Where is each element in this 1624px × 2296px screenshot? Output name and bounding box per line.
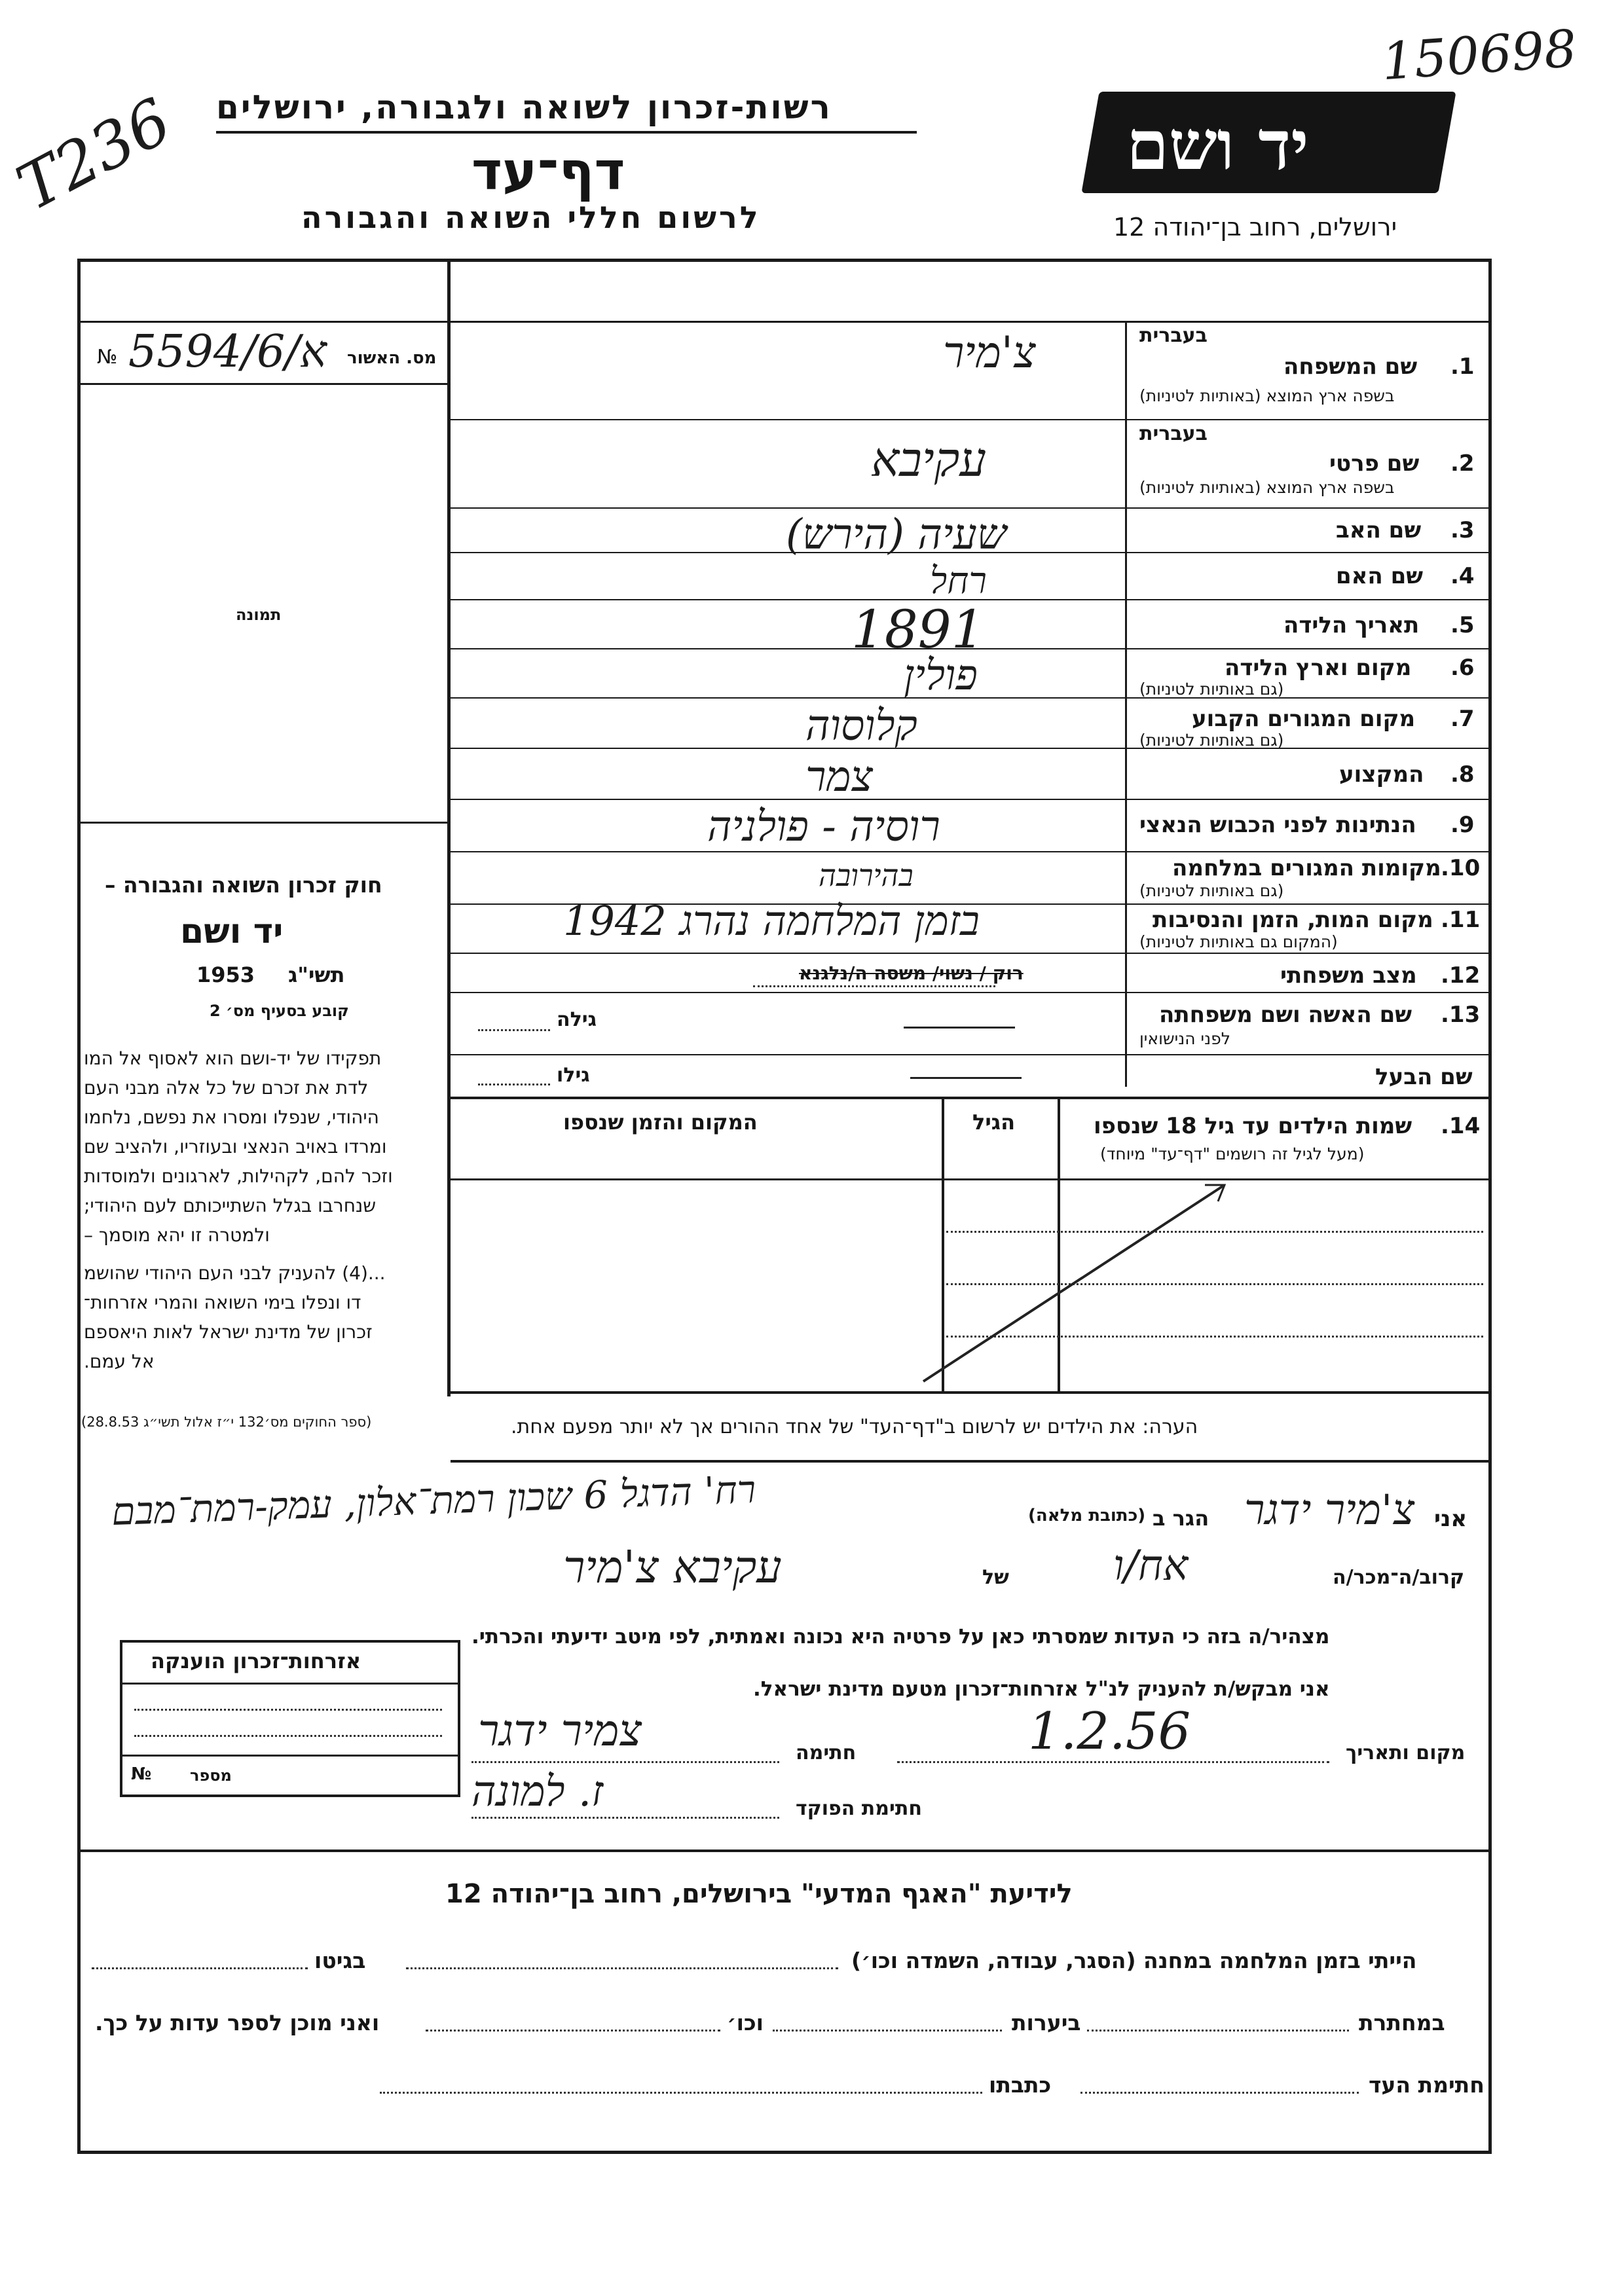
value-signature[interactable]: צמיר ידגר bbox=[478, 1705, 642, 1756]
field-number: 10. bbox=[1441, 855, 1481, 881]
field-number: 6. bbox=[1450, 655, 1475, 681]
law-clause: קובע בסעיף מס׳ 2 bbox=[210, 1002, 349, 1020]
bottom-line3-address: כתבתו bbox=[989, 2072, 1052, 2098]
row-line bbox=[451, 992, 1488, 993]
box-line bbox=[122, 1755, 458, 1757]
photo-label: תמונה bbox=[236, 606, 282, 624]
children-col-age: הגיל bbox=[972, 1110, 1016, 1135]
law-paragraph: זכרון של מדינת ישראל לאות היאספם bbox=[84, 1321, 373, 1343]
row-line bbox=[451, 953, 1488, 954]
field-label-birthdate: תאריך הלידה bbox=[1283, 612, 1420, 638]
approval-top bbox=[80, 321, 448, 323]
field-note: לפני הנישואין bbox=[1139, 1029, 1230, 1048]
rel-label: קרוב/ה־מכר/ה bbox=[1333, 1566, 1465, 1589]
row-line bbox=[451, 851, 1488, 852]
law-paragraph: תפקידו של יד-ושם הוא לאסוף אל המו bbox=[84, 1048, 382, 1069]
field-number: 1. bbox=[1450, 354, 1475, 380]
value-mother[interactable]: רחל bbox=[930, 560, 987, 602]
children-strike-line bbox=[917, 1172, 1231, 1388]
children-label: שמות הילדים עד גיל 18 שנספו bbox=[1094, 1113, 1412, 1139]
value-birthdate[interactable]: 1891 bbox=[851, 599, 985, 660]
remark-bottom bbox=[451, 1460, 1488, 1463]
field-number: 11. bbox=[1441, 907, 1481, 933]
approval-number: א/5594/6 bbox=[128, 326, 327, 378]
approval-bottom bbox=[80, 383, 448, 385]
row-line bbox=[451, 799, 1488, 800]
law-paragraph: לדת את זכרם של כל אלה מבני העם bbox=[84, 1077, 369, 1099]
wife-dash bbox=[904, 1027, 1015, 1029]
field-number: 4. bbox=[1450, 563, 1475, 589]
approval-label: מס. האשור bbox=[347, 348, 437, 368]
fill-line bbox=[471, 1817, 779, 1819]
fill-line bbox=[773, 2030, 1002, 2032]
field-number: 5. bbox=[1450, 612, 1475, 638]
field-label-occupation: המקצוע bbox=[1339, 761, 1424, 788]
fill-line bbox=[92, 1967, 308, 1969]
value-family-name[interactable]: צ'מיר bbox=[943, 327, 1036, 378]
citizenship-no-label: מספר bbox=[190, 1766, 232, 1785]
value-clerk-signature[interactable]: ז. למונה bbox=[471, 1768, 604, 1816]
field-label-family-name: שם המשפחה bbox=[1283, 354, 1418, 380]
value-declarant-name[interactable]: צ'מיר ידגר bbox=[1244, 1486, 1414, 1535]
value-relation[interactable]: אח/ו bbox=[1113, 1542, 1189, 1590]
field-label-death: מקום המות, הזמן והנסיבות bbox=[1153, 907, 1433, 933]
row-line bbox=[451, 419, 1488, 420]
field-note: (גם באותיות לטיניות) bbox=[1139, 881, 1284, 900]
bottom-line2-etc: וכו׳ bbox=[727, 2010, 764, 2035]
field-label-residence: מקום המגורים הקבוע bbox=[1192, 706, 1416, 732]
field-note: בשפה ארץ המוצא (באותיות לטיניות) bbox=[1139, 386, 1395, 405]
children-col-place: המקום והזמן שנספו bbox=[563, 1110, 758, 1135]
row-line bbox=[451, 507, 1488, 509]
bottom-line2-ready: ואני מוכן לספר עדות על כך. bbox=[95, 2010, 380, 2035]
fill-line bbox=[897, 1761, 1329, 1763]
law-source: (ספר החוקים מס׳132 י״ז אלול תשי״ג 28.8.53) bbox=[81, 1414, 372, 1430]
value-occupation[interactable]: צמר bbox=[805, 753, 873, 801]
box-dots bbox=[134, 1735, 442, 1737]
fill-line bbox=[1080, 2092, 1359, 2094]
value-birthplace[interactable]: פולין bbox=[904, 651, 978, 700]
field-label-first-name: שם פרטי bbox=[1329, 450, 1420, 477]
addr-note: (כתובת מלאה) bbox=[1028, 1506, 1146, 1525]
value-nationality[interactable]: רוסיה - פולניה bbox=[707, 803, 940, 851]
bottom-line1-ghetto: בגיטו bbox=[314, 1948, 366, 1973]
field-label-nationality: הנתינות לפני הכבוש הנאצי bbox=[1139, 812, 1416, 838]
field-number: 8. bbox=[1450, 761, 1475, 788]
row-line bbox=[451, 1391, 1488, 1394]
address: ירושלים, רחוב בן־יהודה 12 bbox=[1113, 213, 1397, 242]
field-label-war-residence: מקומות המגורים במלחמה bbox=[1172, 855, 1441, 881]
field-note: (גם באותיות לטיניות) bbox=[1139, 731, 1284, 750]
row-line bbox=[451, 1097, 1488, 1099]
law-name: יד ושם bbox=[180, 912, 284, 951]
field-note: (המקום גם באותיות לטיניות) bbox=[1139, 932, 1338, 951]
husband-dash bbox=[910, 1077, 1022, 1079]
citizenship-title: אזרחות־זכרון הוענקה bbox=[151, 1649, 361, 1673]
clerk-label: חתימת הפוקד bbox=[796, 1797, 922, 1820]
form-title: דף־עד bbox=[471, 141, 625, 202]
fill-line bbox=[478, 1029, 550, 1031]
value-father[interactable]: שעיה (הירש) bbox=[786, 511, 1007, 559]
field-label-father: שם האב bbox=[1336, 517, 1422, 543]
field-note: (גם באותיות לטיניות) bbox=[1139, 680, 1284, 699]
archive-code-mark: T236 bbox=[5, 84, 183, 225]
field-lang-hebrew: בעברית bbox=[1139, 324, 1208, 347]
bottom-line1-camp: הייתי בזמן המלחמה במחנה (הסגר, עבודה, השמדה וכו׳) bbox=[851, 1948, 1417, 1973]
fill-line bbox=[406, 1967, 838, 1969]
field-label-birthplace: מקום וארץ הלידה bbox=[1225, 655, 1412, 681]
husband-age-label: גילו bbox=[557, 1064, 590, 1087]
law-title: חוק זכרון השואה והגבורה – bbox=[105, 872, 382, 898]
field-number: 13. bbox=[1441, 1002, 1481, 1028]
label-divider bbox=[1125, 321, 1127, 1087]
law-paragraph: ...(4) להעניק לבני העם היהודי שהושמ bbox=[84, 1262, 386, 1284]
law-paragraph: היהודי, שנפלו ומסרו את נפשם, נלחמו bbox=[84, 1106, 379, 1128]
authority-underline bbox=[216, 131, 917, 134]
value-residence[interactable]: קלוסוה bbox=[805, 702, 917, 750]
fill-line bbox=[426, 2030, 720, 2032]
value-of-person[interactable]: עקיבא צ'מיר bbox=[563, 1542, 782, 1594]
fill-line bbox=[380, 2092, 982, 2094]
approval-prefix: № bbox=[97, 346, 118, 369]
wife-age-label: גילה bbox=[557, 1008, 597, 1031]
statement: מצהיר/ה בזה כי העדות שמסרתי כאן על פרטיה היא נכונה ואמתית, לפי מיטב ידיעתי והכרתי. bbox=[471, 1625, 1330, 1649]
row-line bbox=[451, 1054, 1488, 1055]
remark: הערה: את הילדים יש לרשום ב"דף־העד" של אחד ההורים אך לא יותר מפעם אחת. bbox=[511, 1415, 1198, 1438]
value-marital[interactable]: רוק / נשוי/ משסה ה/נלגנא bbox=[799, 962, 1024, 984]
law-paragraph: דו ונפלו בימי השואה והמרי אזרחות־ bbox=[84, 1292, 361, 1313]
box-dots bbox=[134, 1709, 442, 1711]
value-date[interactable]: 1.2.56 bbox=[1028, 1702, 1191, 1761]
photo-bottom bbox=[80, 822, 448, 824]
box-line bbox=[122, 1683, 458, 1685]
i-label: אני bbox=[1434, 1506, 1467, 1532]
of-label: של bbox=[982, 1566, 1009, 1589]
law-paragraph: ולמטרה זו יהא מוסמך – bbox=[84, 1224, 270, 1246]
law-paragraph: וזכר להם, לקהילות, לארגונים ולמוסדות bbox=[84, 1165, 393, 1187]
field-label-mother: שם האם bbox=[1336, 563, 1424, 589]
bottom-line2-underground: במחתרת bbox=[1359, 2010, 1445, 2035]
fill-line bbox=[753, 985, 995, 987]
law-paragraph: אל עמם. bbox=[84, 1351, 155, 1372]
value-death[interactable]: בזמן המלחמה נהרג 1942 bbox=[563, 897, 980, 945]
authority-title: רשות-זכרון לשואה ולגבורה, ירושלים bbox=[216, 88, 832, 126]
field-lang-hebrew: בעברית bbox=[1139, 422, 1208, 445]
row-line bbox=[451, 748, 1488, 749]
law-year-heb: תשי"ג bbox=[288, 962, 345, 987]
request: אני מבקש/ת להעניק לנ"ל אזרחות־זכרון מטעם מדינת ישראל. bbox=[753, 1677, 1330, 1701]
field-number: 12. bbox=[1441, 962, 1481, 989]
place-date-label: מקום ותאריך bbox=[1346, 1741, 1466, 1764]
citizenship-no-prefix: № bbox=[131, 1764, 152, 1784]
field-number: 14. bbox=[1441, 1113, 1481, 1139]
field-label-husband: שם הבעל bbox=[1375, 1064, 1473, 1090]
signature-label: חתימה bbox=[796, 1741, 857, 1764]
bottom-line3-signature: חתימת העד bbox=[1369, 2072, 1485, 2098]
value-address[interactable]: רח' הדגל 6 שכון רמת־אלון, עמק-רמת־מבם bbox=[111, 1467, 757, 1535]
children-note: (מעל לגיל זה רושמים "דף־עד" מיוחד) bbox=[1100, 1144, 1365, 1163]
fill-line bbox=[1087, 2030, 1349, 2032]
field-number: 3. bbox=[1450, 517, 1475, 543]
header-strip-line bbox=[451, 321, 1488, 323]
field-label-marital: מצב משפחתי bbox=[1280, 962, 1417, 989]
fill-line bbox=[471, 1761, 779, 1763]
section-line bbox=[80, 1850, 1489, 1852]
bottom-line2-forests: ביערות bbox=[1012, 2010, 1081, 2035]
sidebar-divider bbox=[447, 261, 451, 1396]
value-first-name[interactable]: עקיבא bbox=[871, 432, 987, 487]
field-label-wife: שם האשה ושם משפחתה bbox=[1159, 1002, 1412, 1028]
field-number: 9. bbox=[1450, 812, 1475, 838]
field-number: 7. bbox=[1450, 706, 1475, 732]
logo-text: יד ושם bbox=[1126, 105, 1309, 185]
live-label: הגר ב bbox=[1153, 1506, 1209, 1531]
law-paragraph: ומרדו באויב הנאצי ובעוזריו, ולהציב שם bbox=[84, 1136, 387, 1157]
field-number: 2. bbox=[1450, 450, 1475, 477]
field-note: בשפה ארץ המוצא (באותיות לטיניות) bbox=[1139, 478, 1395, 497]
archive-number-mark: 150698 bbox=[1380, 19, 1579, 92]
law-paragraph: שנחרבו בגלל השתייכותם לעם היהודי; bbox=[84, 1195, 377, 1216]
fill-line bbox=[478, 1084, 550, 1085]
bottom-title: לידיעת "האגף המדעי" בירושלים, רחוב בן־יהודה 12 bbox=[445, 1879, 1073, 1909]
form-subtitle: לרשום חללי השואה והגבורה bbox=[301, 200, 761, 235]
law-year: 1953 bbox=[196, 962, 255, 987]
value-war-residence[interactable]: בהירובה bbox=[819, 858, 913, 893]
